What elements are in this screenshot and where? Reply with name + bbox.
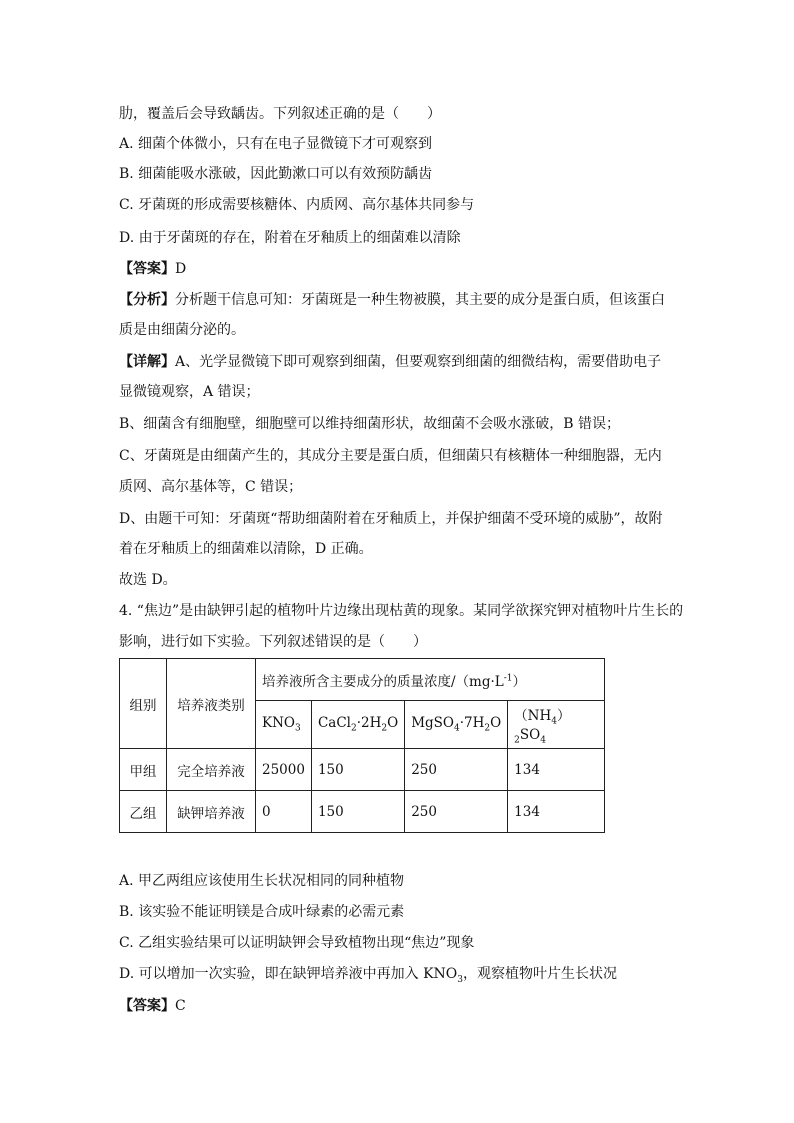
table-row <box>120 749 605 791</box>
question3-detail-line6: D、由题干可知：牙菌斑“帮助细菌附着在牙釉质上，并保护细菌不受环境的威胁”，故附 <box>119 511 663 527</box>
question3-option-b: B. 细菌能吸水涨破，因此勤漱口可以有效预防龋齿 <box>119 166 433 182</box>
table-header-concentration: 培养液所含主要成分的质量浓度$/(mg\cdot L^{-1})$ <box>256 659 605 701</box>
table-cell-cacl2: 150 <box>311 791 404 833</box>
table-cell-type: 完全培养液 <box>167 749 256 791</box>
analysis-label: 【分析】 <box>119 292 175 308</box>
question3-detail-line5: 质网、高尔基体等，C 错误； <box>119 479 303 495</box>
question3-detail-line7: 着在牙釉质上的细菌难以清除，D 正确。 <box>119 541 373 557</box>
question3-detail-line3: B、细菌含有细胞壁，细胞壁可以维持细菌形状，故细菌不会吸水涨破，B 错误； <box>119 416 621 432</box>
table-header-type: 培养液类别 <box>167 659 256 749</box>
question3-detail-line2: 显微镜观察，A 错误； <box>119 384 260 400</box>
question4-option-c: C. 乙组实验结果可以证明缺钾会导致植物出现“焦边”现象 <box>119 935 475 951</box>
table-cell-kno3: 0 <box>256 791 312 833</box>
table-col-mgso4: $MgSO_4\cdot 7H_2O$ <box>405 701 508 749</box>
question4-answer <box>119 996 186 1016</box>
table-cell-cacl2: 150 <box>311 749 404 791</box>
question3-analysis <box>119 290 665 310</box>
question4-option-a: A. 甲乙两组应该使用生长状况相同的同种植物 <box>119 873 405 889</box>
detail-label: 【详解】 <box>119 354 175 370</box>
answer-label: 【答案】 <box>119 998 175 1014</box>
table-cell-group: 甲组 <box>120 749 167 791</box>
table-cell-nh4so4: 134 <box>508 791 605 833</box>
question3-option-a: A. 细菌个体微小，只有在电子显微镜下才可观察到 <box>119 136 433 152</box>
table-col-nh4so4: $(NH_4)_2SO_4$ <box>508 701 605 749</box>
table-cell-mgso4: 250 <box>405 791 508 833</box>
question3-detail <box>119 352 661 372</box>
question3-stem: 肋，覆盖后会导致龋齿。下列叙述正确的是（ ） <box>119 106 441 122</box>
question4-option-b: B. 该实验不能证明镁是合成叶绿素的必需元素 <box>119 904 405 920</box>
question3-detail-line4: C、牙菌斑是由细菌产生的，其成分主要是蛋白质，但细菌只有核糖体一种细胞器，无内 <box>119 448 662 464</box>
analysis-text: 分析题干信息可知：牙菌斑是一种生物被膜，其主要的成分是蛋白质，但该蛋白 <box>175 292 665 308</box>
question4-option-d: D. 可以增加一次实验，即在缺钾培养液中再加入 $KNO_3$，观察植物叶片生长状况 <box>119 966 617 985</box>
table-col-cacl2: $CaCl_2\cdot 2H_2O$ <box>311 701 404 749</box>
table-cell-kno3: 25000 <box>256 749 312 791</box>
question4-stem-line2: 影响，进行如下实验。下列叙述错误的是（ ） <box>119 634 427 650</box>
table-header-group: 组别 <box>120 659 167 749</box>
question3-analysis-cont: 质是由细菌分泌的。 <box>119 322 245 338</box>
question4-stem-line1: 4. “焦边”是由缺钾引起的植物叶片边缘出现枯黄的现象。某同学欲探究钾对植物叶片生长的 <box>119 603 684 619</box>
table-cell-nh4so4: 134 <box>508 749 605 791</box>
question3-option-d: D. 由于牙菌斑的存在，附着在牙釉质上的细菌难以清除 <box>119 230 461 246</box>
nutrient-table <box>119 658 605 833</box>
question3-answer <box>119 259 186 279</box>
answer-label: 【答案】 <box>119 261 175 277</box>
table-cell-mgso4: 250 <box>405 749 508 791</box>
table-col-kno3: $KNO_3$ <box>256 701 312 749</box>
table-cell-group: 乙组 <box>120 791 167 833</box>
table-row <box>120 791 605 833</box>
question3-conclusion: 故选 D。 <box>119 572 177 588</box>
question3-option-c: C. 牙菌斑的形成需要核糖体、内质网、高尔基体共同参与 <box>119 197 475 213</box>
answer-value: C <box>175 998 186 1014</box>
answer-value: D <box>175 261 187 277</box>
table-cell-type: 缺钾培养液 <box>167 791 256 833</box>
detail-text: A、光学显微镜下即可观察到细菌，但要观察到细菌的细微结构，需要借助电子 <box>175 354 662 370</box>
